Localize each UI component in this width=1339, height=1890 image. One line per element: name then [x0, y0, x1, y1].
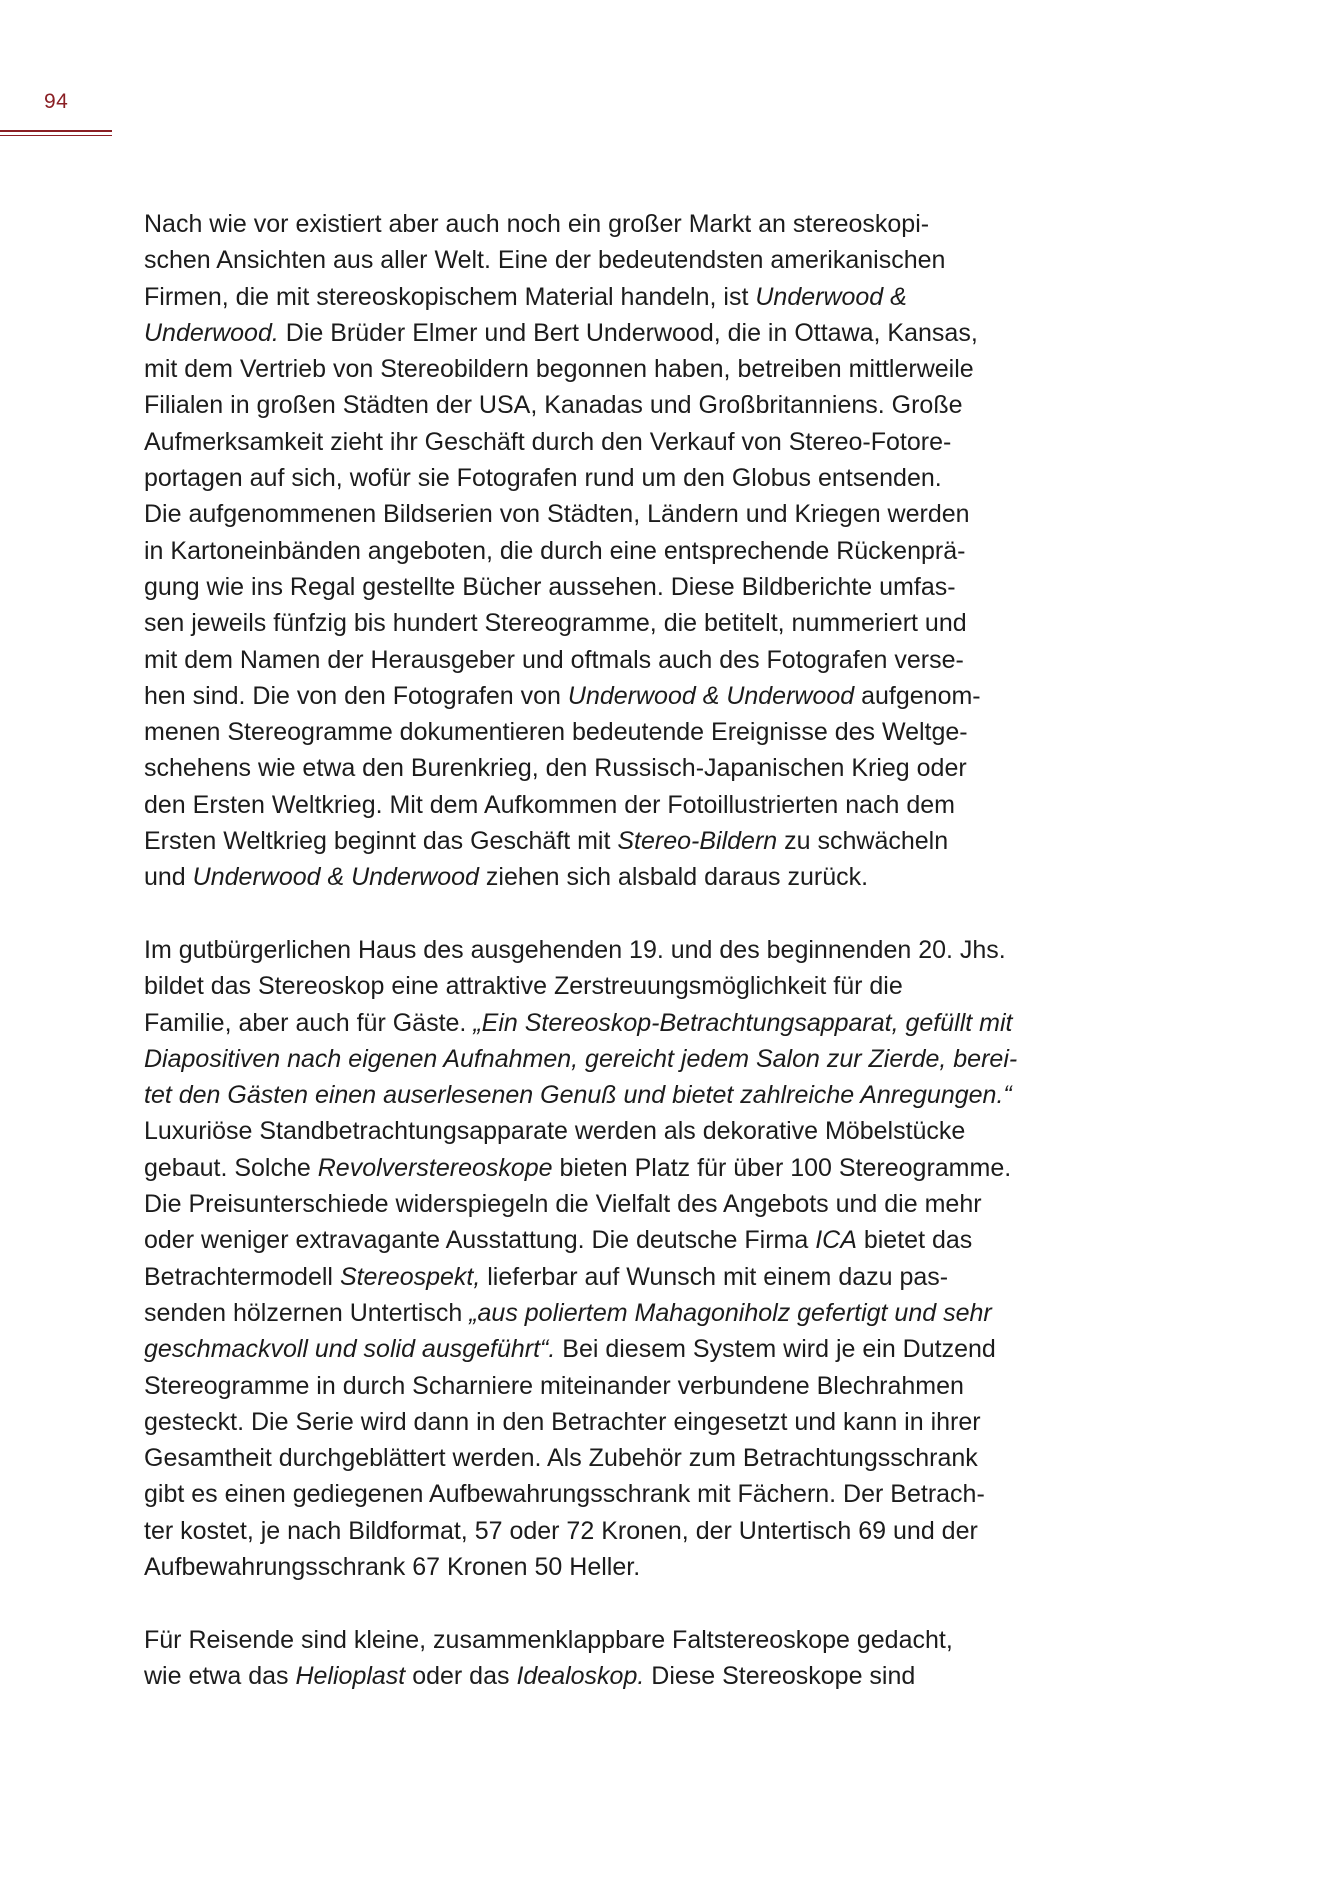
text-run: senden hölzernen Untertisch [144, 1298, 470, 1327]
text-run: in Kartoneinbänden angeboten, die durch eine entsprechende Rückenprä- [144, 536, 966, 565]
italic-run: ICA [815, 1226, 857, 1255]
text-run: Die Preisunterschiede widerspiegeln die Vielfalt des Angebots und die mehr [144, 1190, 982, 1219]
text-run: und [144, 863, 193, 892]
text-line [144, 496, 1044, 532]
text-line [144, 1186, 1044, 1222]
text-run: Firmen, die mit stereoskopischem Material handeln, ist [144, 282, 756, 311]
text-run: bietet das [856, 1226, 973, 1255]
text-line [144, 1658, 1044, 1694]
text-run: Die Brüder Elmer und Bert Underwood, die in Ottawa, Kansas, [278, 318, 978, 347]
text-run: menen Stereogramme dokumentieren bedeutende Ereignisse des Weltge- [144, 718, 968, 747]
text-run: sen jeweils fünfzig bis hundert Stereogramme, die betitelt, nummeriert und [144, 609, 967, 638]
italic-run: Stereospekt, [339, 1262, 481, 1291]
text-line [144, 206, 1044, 242]
text-line [144, 1331, 1044, 1367]
text-run: Betrachtermodell [144, 1262, 340, 1291]
text-run: ter kostet, je nach Bildformat, 57 oder 72 Kronen, der Untertisch 69 und der [144, 1516, 978, 1545]
italic-run: Helioplast [295, 1661, 406, 1690]
italic-run: geschmackvoll und solid ausgeführt“. [144, 1335, 556, 1364]
italic-run: Revolverstereoskope [317, 1153, 553, 1182]
paragraph [144, 206, 1044, 896]
text-line [144, 279, 1044, 315]
italic-run: Underwood & Underwood [192, 863, 479, 892]
text-line [144, 1041, 1044, 1077]
text-line [144, 533, 1044, 569]
paragraph [144, 932, 1044, 1585]
text-run: portagen auf sich, wofür sie Fotografen rund um den Globus entsenden. [144, 464, 942, 493]
italic-run: tet den Gästen einen auserlesenen Genuß und bietet zahlreiche Anregungen.“ [144, 1081, 1012, 1110]
text-run: Im gutbürgerlichen Haus des ausgehenden 19. und des beginnenden 20. Jhs. [144, 935, 1006, 964]
text-run: bieten Platz für über 100 Stereogramme. [552, 1153, 1012, 1182]
text-line [144, 1005, 1044, 1041]
text-run: Nach wie vor existiert aber auch noch ein großer Markt an stereoskopi- [144, 210, 930, 238]
text-line [144, 605, 1044, 641]
text-run: schen Ansichten aus aller Welt. Eine der bedeutendsten amerikanischen [144, 246, 946, 275]
text-run: aufgenom- [854, 681, 981, 710]
text-line [144, 315, 1044, 351]
text-run: Aufmerksamkeit zieht ihr Geschäft durch den Verkauf von Stereo-Fotore- [144, 427, 952, 456]
text-run: Stereogramme in durch Scharniere miteinander verbundene Blechrahmen [144, 1371, 964, 1400]
italic-run: Underwood & [755, 282, 907, 311]
text-line [144, 460, 1044, 496]
text-run: Filialen in großen Städten der USA, Kanadas und Großbritanniens. Große [144, 391, 963, 420]
text-line [144, 387, 1044, 423]
text-run: gesteckt. Die Serie wird dann in den Betrachter eingesetzt und kann in ihrer [144, 1407, 981, 1436]
text-run: oder das [405, 1661, 517, 1690]
text-run: Ersten Weltkrieg beginnt das Geschäft mit [144, 827, 618, 856]
text-line [144, 1077, 1044, 1113]
text-line [144, 642, 1044, 678]
text-line [144, 1222, 1044, 1258]
text-line [144, 859, 1044, 895]
text-run: wie etwa das [144, 1661, 296, 1690]
text-run: bildet das Stereoskop eine attraktive Zerstreuungsmöglichkeit für die [144, 972, 903, 1001]
text-run: hen sind. Die von den Fotografen von [144, 681, 568, 710]
italic-run: Idealoskop. [516, 1661, 645, 1690]
text-run: Für Reisende sind kleine, zusammenklappbare Faltstereoskope gedacht, [144, 1625, 953, 1654]
text-run: schehens wie etwa den Burenkrieg, den Russisch-Japanischen Krieg oder [144, 754, 967, 783]
text-line [144, 569, 1044, 605]
text-line [144, 1513, 1044, 1549]
text-line [144, 787, 1044, 823]
text-line [144, 242, 1044, 278]
text-run: oder weniger extravagante Ausstattung. Die deutsche Firma [144, 1226, 816, 1255]
italic-run: „aus poliertem Mahagoniholz gefertigt und sehr [469, 1298, 992, 1327]
paragraph [144, 1622, 1044, 1695]
text-line [144, 351, 1044, 387]
text-run: mit dem Namen der Herausgeber und oftmals auch des Fotografen verse- [144, 645, 964, 674]
text-run: gebaut. Solche [144, 1153, 318, 1182]
text-line [144, 823, 1044, 859]
text-line [144, 1440, 1044, 1476]
text-line [144, 1150, 1044, 1186]
text-line [144, 932, 1044, 968]
header-rule-bottom [0, 135, 112, 136]
text-line [144, 1368, 1044, 1404]
text-run: ziehen sich alsbald daraus zurück. [478, 863, 869, 892]
text-run: gung wie ins Regal gestellte Bücher aussehen. Diese Bildberichte umfas- [144, 572, 956, 601]
text-line [144, 1622, 1044, 1658]
text-run: Familie, aber auch für Gäste. [144, 1008, 474, 1037]
text-line [144, 678, 1044, 714]
text-run: mit dem Vertrieb von Stereobildern begonnen haben, betreiben mittlerweile [144, 355, 974, 384]
italic-run: „Ein Stereoskop-Betrachtungsapparat, gefüllt mit [473, 1008, 1013, 1037]
text-run: den Ersten Weltkrieg. Mit dem Aufkommen der Fotoillustrierten nach dem [144, 790, 955, 819]
text-line [144, 1259, 1044, 1295]
body-text [144, 206, 1044, 1694]
text-run: lieferbar auf Wunsch mit einem dazu pas- [480, 1262, 949, 1291]
text-run: Aufbewahrungsschrank 67 Kronen 50 Heller. [144, 1552, 641, 1581]
text-run: Luxuriöse Standbetrachtungsapparate werden als dekorative Möbelstücke [144, 1117, 966, 1146]
text-line [144, 1295, 1044, 1331]
italic-run: Stereo-Bildern [617, 827, 778, 856]
text-line [144, 1404, 1044, 1440]
text-line [144, 424, 1044, 460]
text-run: Gesamtheit durchgeblättert werden. Als Zubehör zum Betrachtungsschrank [144, 1444, 978, 1473]
italic-run: Underwood & Underwood [567, 681, 855, 710]
text-line [144, 1476, 1044, 1512]
text-line [144, 714, 1044, 750]
italic-run: Underwood. [144, 318, 279, 347]
text-run: Die aufgenommenen Bildserien von Städten, Ländern und Kriegen werden [144, 500, 970, 529]
text-run: zu schwächeln [777, 827, 949, 856]
text-line [144, 968, 1044, 1004]
text-run: Diese Stereoskope sind [644, 1661, 916, 1690]
text-line [144, 1549, 1044, 1585]
italic-run: Diapositiven nach eigenen Aufnahmen, gereicht jedem Salon zur Zierde, berei- [144, 1044, 1018, 1073]
text-run: gibt es einen gediegenen Aufbewahrungsschrank mit Fächern. Der Betrach- [144, 1480, 985, 1509]
header-rule-top [0, 130, 112, 132]
text-run: Bei diesem System wird je ein Dutzend [555, 1335, 996, 1364]
page-number: 94 [44, 90, 69, 113]
text-line [144, 750, 1044, 786]
text-line [144, 1113, 1044, 1149]
